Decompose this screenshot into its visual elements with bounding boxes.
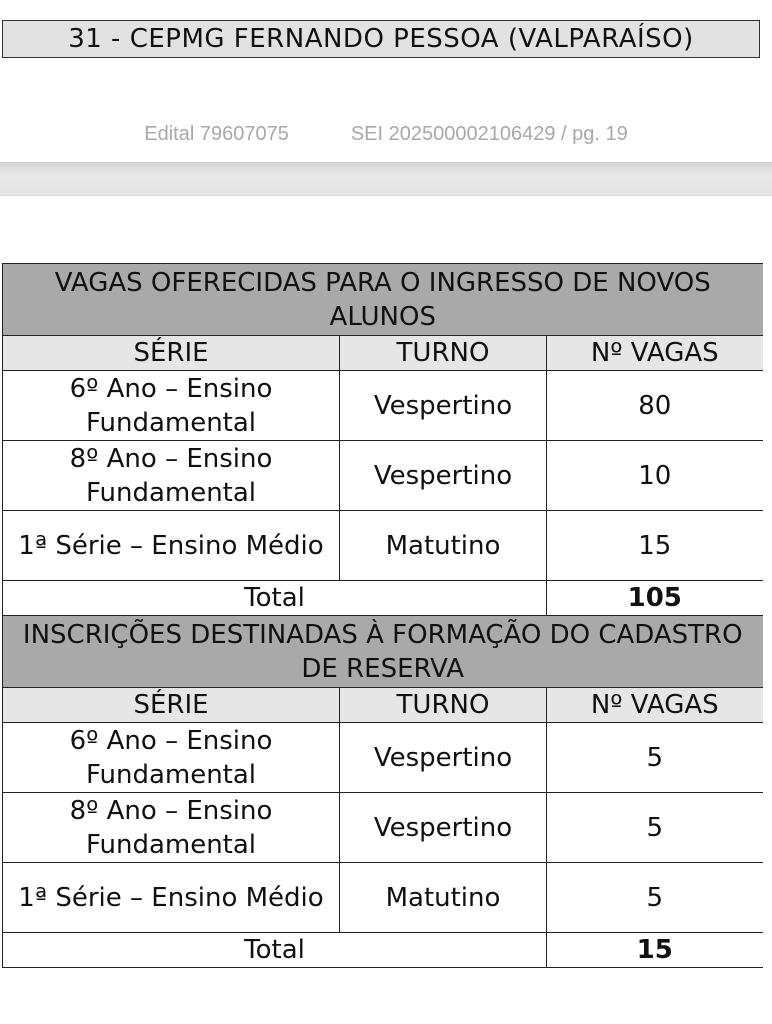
table-row	[3, 511, 763, 581]
cell-serie: 8º Ano – Ensino Fundamental	[3, 441, 340, 511]
school-title: 31 - CEPMG FERNANDO PESSOA (VALPARAÍSO)	[2, 20, 760, 58]
page-break	[0, 162, 772, 196]
total-value: 105	[547, 581, 763, 616]
cell-turno: Vespertino	[340, 441, 547, 511]
table-row	[3, 863, 763, 933]
page-footer	[0, 118, 772, 150]
section-header-row	[3, 616, 763, 688]
total-label: Total	[3, 933, 547, 968]
cell-vagas: 80	[547, 371, 763, 441]
table-row	[3, 793, 763, 863]
cell-turno: Matutino	[340, 511, 547, 581]
total-value: 15	[547, 933, 763, 968]
cell-serie: 8º Ano – Ensino Fundamental	[3, 793, 340, 863]
cell-serie: 1ª Série – Ensino Médio	[3, 511, 340, 581]
cell-vagas: 5	[547, 723, 763, 793]
cell-serie: 1ª Série – Ensino Médio	[3, 863, 340, 933]
section-header-row	[3, 264, 763, 336]
cell-serie: 6º Ano – Ensino Fundamental	[3, 371, 340, 441]
total-row	[3, 933, 763, 968]
total-label: Total	[3, 581, 547, 616]
section-title-cadastro-reserva: INSCRIÇÕES DESTINADAS À FORMAÇÃO DO CADASTRO DE RESERVA	[3, 616, 763, 688]
table-row	[3, 371, 763, 441]
cell-vagas: 5	[547, 793, 763, 863]
total-row	[3, 581, 763, 616]
column-header-serie: SÉRIE	[3, 688, 340, 723]
cell-turno: Matutino	[340, 863, 547, 933]
column-header-row	[3, 336, 763, 371]
table-row	[3, 441, 763, 511]
table-row	[3, 723, 763, 793]
cell-vagas: 5	[547, 863, 763, 933]
cell-serie: 6º Ano – Ensino Fundamental	[3, 723, 340, 793]
section-title-ingresso: VAGAS OFERECIDAS PARA O INGRESSO DE NOVOS ALUNOS	[3, 264, 763, 336]
column-header-turno: TURNO	[340, 336, 547, 371]
cell-vagas: 15	[547, 511, 763, 581]
column-header-turno: TURNO	[340, 688, 547, 723]
cell-turno: Vespertino	[340, 723, 547, 793]
column-header-vagas: Nº VAGAS	[547, 688, 763, 723]
cell-vagas: 10	[547, 441, 763, 511]
column-header-vagas: Nº VAGAS	[547, 336, 763, 371]
column-header-serie: SÉRIE	[3, 336, 340, 371]
cell-turno: Vespertino	[340, 793, 547, 863]
cell-turno: Vespertino	[340, 371, 547, 441]
column-header-row	[3, 688, 763, 723]
edital-number: Edital 79607075	[144, 122, 289, 145]
sei-reference: SEI 202500002106429 / pg. 19	[350, 122, 628, 145]
vagas-table	[2, 263, 763, 968]
